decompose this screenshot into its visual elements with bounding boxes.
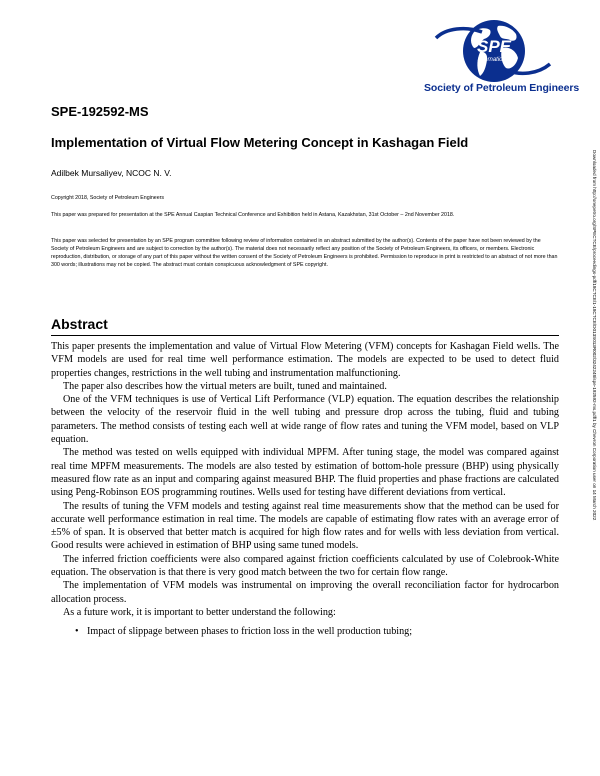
logo-globe-subtext: International: [477, 57, 511, 63]
selection-notice: This paper was selected for presentation by an SPE program committee following review of information contained in an abstract submitted by the author(s). Contents of the paper have not been reviewed by the Society of Petroleum Engineers and are subject to correction by the author(s). The material does not necessarily reflect any position of the Society of Petroleum Engineers, its officers, or members. Electronic reproduction, distribution, or storage of any part of this paper without the written consent of the Society of Petroleum Engineers is prohibited. Permission to reproduce in print is restricted to an abstract of not more than 300 words; illustrations may not be copied. The abstract must contain conspicuous acknowledgment of SPE copyright.: [51, 238, 558, 268]
preparation-notice: This paper was prepared for presentation at the SPE Annual Caspian Technical Conference and Exhibition held in Astana, Kazakhstan, 31st October – 2nd November 2018.: [51, 212, 455, 218]
section-divider: [51, 335, 559, 336]
abstract-body: [51, 340, 559, 639]
abstract-paragraph: As a future work, it is important to better understand the following:: [63, 606, 336, 618]
abstract-heading: Abstract: [51, 316, 108, 332]
abstract-paragraph: This paper presents the implementation and value of Virtual Flow Metering (VFM) concepts for Kashagan Field wells. The VFM models are used for real time well performance estimation. The models are expected to be used to detect fluid properties changes, restrictions in the well tubing and instrumentation malfunctioning.: [51, 341, 559, 379]
logo-org-name: Society of Petroleum Engineers: [424, 82, 580, 94]
abstract-paragraph: The paper also describes how the virtual meters are built, tuned and maintained.: [63, 380, 387, 392]
paper-title: Implementation of Virtual Flow Metering Concept in Kashagan Field: [51, 135, 469, 150]
paper-id: SPE-192592-MS: [51, 104, 149, 119]
abstract-paragraph: The inferred friction coefficients were also compared against friction coefficients calculated by use of Colebrook-White equation. The observation is that there is very good match between the two for certain flow range.: [51, 553, 559, 579]
spe-logo: [424, 18, 580, 100]
abstract-paragraph: The method was tested on wells equipped with individual MPFM. After tuning stage, the model was compared against real time MPFM measurements. The models are also tested by estimation of bottom-hole pressure (BHP) using physically measured flow rate as an input and comparing against measured BHP. The fluid properties and phase fractions are calculated using Peng-Robinson EOS programming routines. Wells used for testing have different deviations from vertical.: [51, 447, 559, 499]
abstract-paragraph: One of the VFM techniques is use of Vertical Lift Performance (VLP) equation. The equation describes the relationship between the velocity of the reservoir fluid in the well tubing and pressure drop across the tubing, fluid and tubing parameters. The method consists of testing each well at wide range of flow rates and tuning the VFM model, based on VLP equation.: [51, 394, 559, 446]
copyright-notice: Copyright 2018, Society of Petroleum Engineers: [51, 195, 165, 201]
list-item: [75, 625, 559, 638]
list-item-text: Impact of slippage between phases to friction loss in the well production tubing;: [87, 626, 413, 638]
logo-globe-text: SPE: [476, 37, 512, 56]
abstract-paragraph: The results of tuning the VFM models and testing against real time measurements show that the method can be used for accurate well performance estimation in real time. The models are capable of estimating flow rates with an average error of ±5% of span. It is observed that better match is acquired for high flow rates and for wells with less deviation from vertical. Good results were achieved in estimation of BHP using same tuned models.: [51, 500, 559, 552]
globe-icon: [432, 18, 554, 84]
future-work-list: [51, 625, 559, 638]
bullet-icon: •: [75, 626, 79, 638]
abstract-paragraph: The implementation of VFM models was instrumental on improving the overall reconciliation factor for hydrocarbon allocation process.: [51, 580, 559, 605]
download-watermark: [589, 150, 598, 620]
download-note: Downloaded from http://onepetro.org/SPECTCE/proceedings-pdf/18CTCE/1-18CTCE/D013S013R002/3242248/spe-192592-ms.pdf/1 by Chevron Corporation user on 14 March 2022: [592, 150, 597, 521]
authors: Adilbek Mursaliyev, NCOC N. V.: [51, 168, 172, 178]
